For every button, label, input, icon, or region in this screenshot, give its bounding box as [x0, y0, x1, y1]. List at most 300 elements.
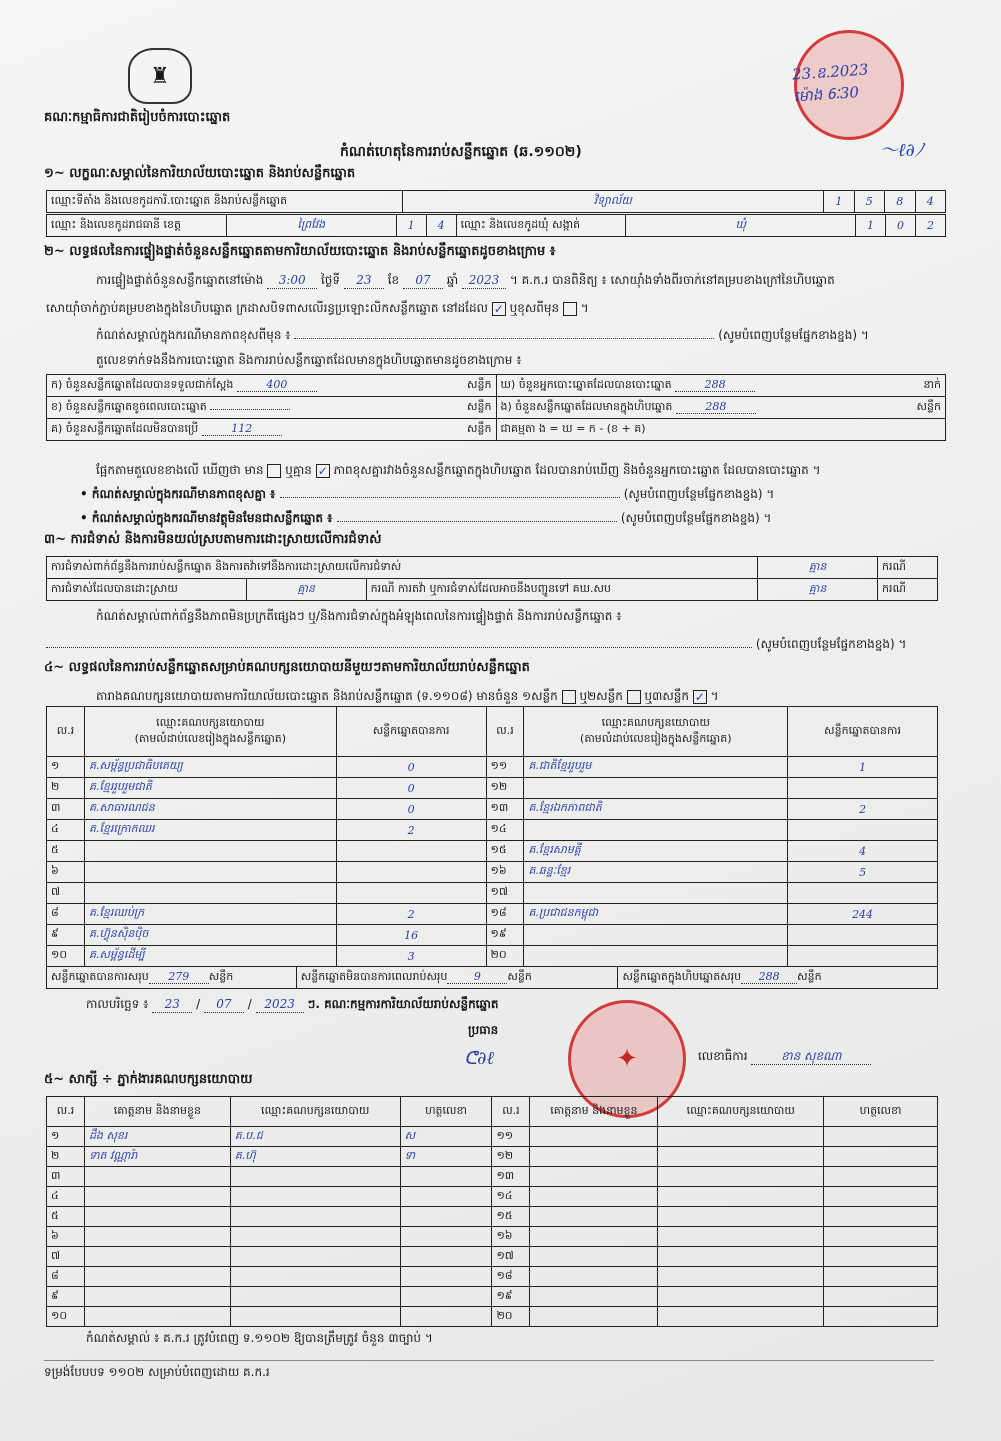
witness-name	[84, 1207, 230, 1227]
table-row	[47, 1267, 938, 1287]
row-no: ៤	[47, 820, 85, 841]
witness-signature: ស	[400, 1127, 492, 1147]
row-no: ១៤	[492, 1187, 530, 1207]
s2-b2-dotline[interactable]	[337, 521, 617, 522]
official-seal-icon: ✦	[568, 1000, 686, 1118]
table-row	[47, 841, 938, 862]
section5-title: ៥~ សាក្សី ÷ ភ្នាក់ងារគណបក្សនយោបាយ	[44, 1072, 253, 1087]
witness-party	[658, 1267, 824, 1287]
row-no: ៤	[47, 1187, 85, 1207]
s3-r2b-value: គ្មាន	[758, 579, 878, 601]
s4-secretary-label: លេខាធិការ	[698, 1049, 748, 1063]
row-no: ១៩	[492, 1287, 530, 1307]
row-no: ៦	[47, 862, 85, 883]
s2-para5	[96, 462, 821, 478]
witness-name	[84, 1227, 230, 1247]
date-stamp-icon	[791, 30, 904, 140]
s2-ka-label: ក) ចំនួនសន្លឹកឆ្នោតដែលបានទទួលជាក់ស្តែង	[51, 377, 234, 391]
witness-party: គ.ហ៊ុ	[230, 1147, 400, 1167]
witness-party	[230, 1267, 400, 1287]
witness-name	[530, 1287, 658, 1307]
table-row	[47, 757, 938, 778]
witness-party	[230, 1207, 400, 1227]
s4-secretary-name: ខាន សុខណា	[751, 1048, 871, 1065]
row-no: ៥	[47, 1207, 85, 1227]
s4-date-label: កាលបរិច្ឆេទ ៖	[86, 997, 149, 1011]
witness-party	[658, 1287, 824, 1307]
s3-note-dotline[interactable]	[46, 647, 752, 648]
section1-table	[46, 190, 946, 213]
valid-votes: 2	[788, 799, 938, 820]
witness-signature: ទា	[400, 1147, 492, 1167]
s2-p3-text: កំណត់សម្គាល់ក្នុងករណីមានភាពខុសពីមុន ៖	[96, 328, 291, 342]
party-name	[524, 820, 788, 841]
witness-name	[84, 1167, 230, 1187]
party-name	[524, 778, 788, 799]
s1-commune-code: 1	[856, 215, 886, 237]
s4-unit: សន្លឹក	[208, 969, 234, 983]
s1-province-code: 1	[396, 215, 426, 237]
party-name	[524, 925, 788, 946]
valid-votes: 5	[788, 862, 938, 883]
witness-signature	[824, 1267, 938, 1287]
s1-province-label: ឈ្មោះ និងលេខកូដរាជធានី ខេត្ត	[47, 215, 227, 237]
s5-h-name-right: គោត្តនាម និងនាមខ្លួន	[530, 1097, 658, 1127]
s4-results-table	[46, 706, 938, 967]
s5-h-no: ល.រ	[47, 1097, 85, 1127]
valid-votes	[336, 841, 486, 862]
s2-p5-rest: ភាពខុសគ្នារវាងចំនួនសន្លឹកឆ្នោតក្នុងហិបឆ្នោត ដែលបានរាប់ឃើញ និងចំនួនអ្នកបោះឆ្នោត ដែលបានបោះឆ្នោត ។	[333, 463, 821, 477]
row-no: ៨	[47, 1267, 85, 1287]
witness-name	[84, 1287, 230, 1307]
valid-votes: 0	[336, 778, 486, 799]
row-no: ៣	[47, 799, 85, 820]
party-name: គ.ខ្មែរឯកភាពជាតិ	[524, 799, 788, 820]
witness-party: គ.ប.ជ	[230, 1127, 400, 1147]
s4-total-invalid-value: 9	[447, 970, 507, 984]
table-row	[47, 820, 938, 841]
s4-h-party-right	[524, 707, 788, 757]
s2-ng-value: 288	[676, 400, 756, 414]
form-footer: ទម្រង់បែបបទ ១១០២ សម្រាប់បំពេញដោយ គ.ក.រ	[44, 1365, 270, 1379]
s1-code-digit: 4	[915, 191, 946, 213]
party-name: គ.ខ្មែររួបរួមជាតិ	[84, 778, 336, 799]
s4-h-votes-right: សន្លឹកឆ្នោតបានការ	[788, 707, 938, 757]
witness-party	[658, 1207, 824, 1227]
witness-name	[530, 1167, 658, 1187]
s3-note-text: កំណត់សម្គាល់ពាក់ព័ន្ធនឹងភាពមិនប្រក្រតីផ្សេងៗ ឬ/និងការជំទាស់ក្នុងអំឡុងពេលនៃការផ្ទៀងផ្ទាត់ និងការរាប់សន្លឹកឆ្នោត ៖	[96, 609, 622, 623]
section1-table-row2	[46, 214, 946, 237]
s5-witness-table	[46, 1096, 938, 1327]
row-no: ១២	[492, 1147, 530, 1167]
s1-code-digit: 8	[885, 191, 915, 213]
s4-h-party-line1: ឈ្មោះគណបក្សនយោបាយ	[156, 715, 265, 729]
s1-commune-value: ឃុំ	[626, 215, 856, 237]
table-row	[47, 1187, 938, 1207]
s2-day-label: ថ្ងៃទី	[321, 273, 341, 287]
s3-r2b-unit: ករណី	[878, 579, 938, 601]
valid-votes: 2	[336, 904, 486, 925]
s2-unit: សន្លឹក	[467, 377, 492, 391]
row-no: ១៧	[492, 1247, 530, 1267]
row-no: ២	[47, 778, 85, 799]
s2-b1-dotline[interactable]	[280, 497, 620, 498]
section3-title: ៣~ ការជំទាស់ និងការមិនយល់ស្របតាមការដោះស្រាយលើការជំទាស់	[44, 532, 382, 547]
party-name: គ.ឆន្ទៈខ្មែរ	[524, 862, 788, 883]
witness-name	[530, 1187, 658, 1207]
row-no: ១៦	[492, 1227, 530, 1247]
valid-votes	[788, 883, 938, 904]
valid-votes	[788, 778, 938, 799]
table-row	[47, 1147, 938, 1167]
s2-p3-end: (សូមបំពេញបន្ថែមផ្នែកខាងខ្នង) ។	[718, 328, 869, 342]
s2-ko-label: គ) ចំនួនសន្លឹកឆ្នោតដែលមិនបានប្រើ	[51, 421, 199, 435]
witness-signature	[824, 1247, 938, 1267]
party-name	[524, 883, 788, 904]
witness-party	[658, 1247, 824, 1267]
table-row	[47, 778, 938, 799]
row-no: ១៣	[486, 799, 524, 820]
row-no: ១៤	[486, 820, 524, 841]
valid-votes: 244	[788, 904, 938, 925]
table-row	[47, 1287, 938, 1307]
party-name: គ.ខ្មែរឈប់ក្រ	[84, 904, 336, 925]
s3-r1-label: ការជំទាស់ពាក់ព័ន្ធនឹងការរាប់សន្លឹកឆ្នោត និងការតវ៉ាទៅនឹងការដោះស្រាយលើការជំទាស់	[47, 557, 758, 579]
row-no: ១១	[486, 757, 524, 778]
s3-note	[96, 608, 622, 624]
s2-p3-dotline[interactable]	[294, 338, 714, 339]
section1-title: ១~ លក្ខណៈសម្គាល់នៃការិយាល័យបោះឆ្នោត និងរាប់សន្លឹកឆ្នោត	[44, 166, 356, 181]
s4-total-box-value: 288	[741, 970, 797, 984]
s2-figures-table	[46, 374, 946, 441]
s2-p2-or: ឬខុសពីមុន	[509, 301, 560, 315]
s4-total-valid-label: សន្លឹកឆ្នោតបានការសរុប	[51, 969, 149, 983]
s4-secretary	[698, 1048, 871, 1065]
row-no: ៩	[47, 1287, 85, 1307]
org-name: គណៈកម្មាធិការជាតិរៀបចំការបោះឆ្នោត	[44, 110, 231, 125]
s2-year-value: 2023	[462, 272, 506, 289]
witness-party	[230, 1167, 400, 1187]
valid-votes: 16	[336, 925, 486, 946]
s4-date-year: 2023	[256, 996, 304, 1013]
witness-signature	[824, 1127, 938, 1147]
s5-h-party: ឈ្មោះគណបក្សនយោបាយ	[230, 1097, 400, 1127]
s3-r2-unit: ករណី	[370, 581, 395, 595]
party-name: គ.សម្ព័ន្ធដើម្បី	[84, 946, 336, 967]
row-no: ១	[47, 757, 85, 778]
valid-votes: 1	[788, 757, 938, 778]
valid-votes: 2	[336, 820, 486, 841]
valid-votes	[788, 946, 938, 967]
s4-h-party-right-line1: ឈ្មោះគណបក្សនយោបាយ	[601, 715, 710, 729]
row-no: ១៣	[492, 1167, 530, 1187]
s3-note-end: (សូមបំពេញបន្ថែមផ្នែកខាងខ្នង) ។	[755, 637, 907, 651]
party-name: គ.ហ៊្វុនស៊ិនប៉ិច	[84, 925, 336, 946]
s4-date-month: 07	[204, 996, 244, 1013]
s1-commune-code: 2	[915, 215, 945, 237]
valid-votes	[336, 862, 486, 883]
two-sheet-checkbox[interactable]	[627, 690, 641, 704]
row-no: ៥	[47, 841, 85, 862]
witness-signature	[824, 1227, 938, 1247]
s2-para4: តួលេខទាក់ទងនឹងការបោះឆ្នោត និងការរាប់សន្លឹកឆ្នោតដែលមានក្នុងហិបឆ្នោតមានដូចខាងក្រោម ៖	[96, 353, 522, 367]
witness-signature	[400, 1267, 492, 1287]
s2-day-value: 23	[344, 272, 384, 289]
s3-r2-value: គ្មាន	[246, 579, 366, 601]
s2-bullet1	[80, 486, 774, 502]
party-name: គ.ជាតិខ្មែររួបរួម	[524, 757, 788, 778]
row-no: ៦	[47, 1227, 85, 1247]
row-no: ១៩	[486, 925, 524, 946]
s4-h-no: ល.រ	[47, 707, 85, 757]
table-row	[47, 904, 938, 925]
witness-signature	[400, 1247, 492, 1267]
s5-h-party-right: ឈ្មោះគណបក្សនយោបាយ	[658, 1097, 824, 1127]
row-no: ៣	[47, 1167, 85, 1187]
party-name: គ.ខ្មែរក្រោកឈរ	[84, 820, 336, 841]
valid-votes: 0	[336, 799, 486, 820]
has-difference-checkbox[interactable]	[267, 464, 281, 478]
party-name: គ.ប្រជាជនកម្ពុជា	[524, 904, 788, 925]
s2-month-value: 07	[403, 272, 443, 289]
s2-unit: សន្លឹក	[467, 421, 492, 435]
table-row	[47, 1207, 938, 1227]
s2-unit: សន្លឹក	[916, 399, 941, 413]
witness-party	[230, 1287, 400, 1307]
witness-name	[530, 1307, 658, 1327]
s1-commune-label: ឈ្មោះ និងលេខកូដឃុំ សង្កាត់	[456, 215, 626, 237]
s4-h-party-line2: (តាមលំដាប់លេខរៀងក្នុងសន្លឹកឆ្នោត)	[134, 731, 287, 745]
witness-signature	[400, 1167, 492, 1187]
witness-signature	[400, 1307, 492, 1327]
witness-signature	[824, 1167, 938, 1187]
row-no: ១៨	[492, 1267, 530, 1287]
party-name: គ.សាធារណជន	[84, 799, 336, 820]
s4-date-day: 23	[152, 996, 192, 1013]
row-no: ១១	[492, 1127, 530, 1147]
row-no: ២	[47, 1147, 85, 1167]
s5-h-name: គោត្តនាម និងនាមខ្លួន	[84, 1097, 230, 1127]
s2-p1-rest: ។ គ.ក.រ បានពិនិត្យ ៖ សោយ៉ាំងទាំងពីរចាក់នៅគម្របខាងក្រៅនៃហិបឆ្នោត	[509, 273, 835, 287]
party-name: គ.ខ្មែរសាមគ្គី	[524, 841, 788, 862]
s2-b1-text: • កំណត់សម្គាល់ក្នុងករណីមានភាពខុសគ្នា ៖	[80, 487, 276, 501]
row-no: ១០	[47, 1307, 85, 1327]
witness-signature	[400, 1227, 492, 1247]
row-no: ៧	[47, 883, 85, 904]
s1-code-digit: 5	[854, 191, 884, 213]
row-no: ៩	[47, 925, 85, 946]
party-name	[84, 883, 336, 904]
s2-kho-label: ឃ) ចំនួនអ្នកបោះឆ្នោតដែលបានបោះឆ្នោត	[500, 377, 672, 391]
stamp-signature-icon: 〜ℓ∂ﾉ	[880, 140, 924, 161]
witness-name: ដឹង សុខរ	[84, 1127, 230, 1147]
s4-or2: ឬ២សន្លឹក	[579, 689, 623, 703]
table-row	[47, 1307, 938, 1327]
footer-divider	[44, 1360, 934, 1361]
s1-code-digit: 1	[824, 191, 854, 213]
s2-ka-value: 400	[237, 378, 317, 392]
s4-h-votes: សន្លឹកឆ្នោតបានការ	[336, 707, 486, 757]
s4-total-box-label: សន្លឹកឆ្នោតក្នុងហិបឆ្នោតសរុប	[622, 969, 742, 983]
witness-name: ទាត វណ្ណារ៉ា	[84, 1147, 230, 1167]
three-sheet-checkbox[interactable]: ✓	[694, 689, 705, 704]
witness-name	[530, 1127, 658, 1147]
witness-name	[84, 1187, 230, 1207]
valid-votes: 3	[336, 946, 486, 967]
witness-name	[530, 1227, 658, 1247]
s3-r1-unit: ករណី	[878, 557, 938, 579]
s2-b2-end: (សូមបំពេញបន្ថែមផ្នែកខាងខ្នង) ។	[620, 511, 772, 525]
table-row	[47, 883, 938, 904]
s1-commune-code: 0	[886, 215, 916, 237]
s4-intro: តារាងគណបក្សនយោបាយតាមការិយាល័យបោះឆ្នោត និងរាប់សន្លឹកឆ្នោត (ទ.១១០៨) មានចំនួន ១សន្លឹក ឬ២សន្លឹក ឬ៣សន្លឹក ✓ ។	[96, 689, 719, 704]
witness-signature	[824, 1187, 938, 1207]
s2-para2: សោយ៉ាំចាក់ភ្ជាប់គម្របខាងក្នុងនៃហិបឆ្នោត ក្រដាសបិទពាសលើរន្ធប្រឡោះលិកសន្លឹកឆ្នោត នៅដដែល ✓ ឬខុសពីមុន ។	[46, 301, 589, 316]
s1-location-label: ឈ្មោះទីតាំង និងលេខកូដការិ.បោះឆ្នោត និងរាប់សន្លឹកឆ្នោត	[47, 191, 403, 213]
section2-title: ២~ លទ្ធផលនៃការផ្ទៀងផ្ទាត់ចំនួនសន្លឹកឆ្នោតតាមការិយាល័យបោះឆ្នោត និងរាប់សន្លឹកឆ្នោតដូចខាងក្រោម ៖	[44, 244, 556, 259]
table-row	[47, 925, 938, 946]
s2-b2-text: • កំណត់សម្គាល់ក្នុងករណីមានវត្ថុមិនមែនជាសន្លឹកឆ្នោត ៖	[80, 511, 333, 525]
witness-name	[84, 1267, 230, 1287]
party-name: គ.សម្ព័ន្ធប្រជាធិបតេយ្យ	[84, 757, 336, 778]
witness-party	[230, 1247, 400, 1267]
witness-party	[230, 1227, 400, 1247]
witness-signature	[824, 1147, 938, 1167]
s3-note-line	[46, 636, 906, 652]
s4-totals	[46, 966, 938, 989]
s3-table	[46, 556, 938, 601]
table-row	[47, 946, 938, 967]
stamp-date: 23.ឧ.2023	[791, 60, 869, 84]
s2-kha-value	[210, 409, 290, 410]
s2-p5-or: ឬគ្មាន	[285, 463, 312, 477]
s2-month-label: ខែ	[387, 273, 400, 287]
s2-b1-end: (សូមបំពេញបន្ថែមផ្នែកខាងខ្នង) ។	[623, 487, 775, 501]
s2-unit-person: នាក់	[923, 377, 941, 391]
s3-r1-value: គ្មាន	[758, 557, 878, 579]
witness-party	[658, 1187, 824, 1207]
valid-votes	[788, 820, 938, 841]
witness-party	[230, 1187, 400, 1207]
s2-p5-text: ផ្អែកតាមតួលេខខាងលើ ឃើញថា មាន	[96, 463, 264, 477]
table-row	[47, 799, 938, 820]
s2-time-value: 3:00	[267, 272, 317, 289]
witness-party	[658, 1127, 824, 1147]
s2-formula: ជាគម្មតា ង = ឃ = ក - (ខ + គ)	[496, 419, 946, 441]
s4-date: កាលបរិច្ឆេទ ៖ 23 / 07 / 2023 ៗ. គណៈកម្មការការិយាល័យរាប់សន្លឹកឆ្នោត	[86, 997, 499, 1011]
witness-party	[658, 1167, 824, 1187]
row-no: ២០	[492, 1307, 530, 1327]
national-emblem-icon: ♜	[128, 48, 192, 104]
witness-party	[658, 1227, 824, 1247]
s4-total-invalid-label: សន្លឹកឆ្នោតមិនបានការពេលរាប់សរុប	[300, 969, 448, 983]
s5-h-sign: ហត្ថលេខា	[400, 1097, 492, 1127]
s5-h-no-right: ល.រ	[492, 1097, 530, 1127]
form-title: កំណត់ហេតុនៃការរាប់សន្លឹកឆ្នោត (ឆ.១១០២)	[340, 144, 582, 160]
one-sheet-checkbox[interactable]	[562, 690, 576, 704]
witness-party	[658, 1147, 824, 1167]
row-no: ១៦	[486, 862, 524, 883]
s3-r2b-label: ការតវ៉ា ឬការជំទាស់ដែលអាចនឹងបញ្ជូនទៅ គឃ.សប	[398, 581, 611, 595]
table-row	[47, 1227, 938, 1247]
s1-location-value: វិទ្យាល័យ	[402, 191, 824, 213]
no-difference-checkbox[interactable]: ✓	[317, 463, 328, 478]
row-no: ១៨	[486, 904, 524, 925]
witness-signature	[824, 1287, 938, 1307]
row-no: ៧	[47, 1247, 85, 1267]
s5-note: កំណត់សម្គាល់ ៖ គ.ក.រ ត្រូវបំពេញ ទ.១១០២ ឱ្យបានត្រឹមត្រូវ ចំនួន ៣ច្បាប់ ។	[86, 1331, 433, 1345]
s4-h-no-right: ល.រ	[486, 707, 524, 757]
s4-unit: សន្លឹក	[507, 969, 532, 983]
witness-name	[84, 1247, 230, 1267]
witness-name	[530, 1247, 658, 1267]
table-row	[47, 1167, 938, 1187]
stamp-time: ម៉ោង 6ៈ30	[793, 83, 860, 106]
witness-signature	[400, 1207, 492, 1227]
row-no: ១៥	[492, 1207, 530, 1227]
same-checkbox[interactable]: ✓	[493, 301, 504, 316]
s5-h-sign-right: ហត្ថលេខា	[824, 1097, 938, 1127]
s4-intro-text: តារាងគណបក្សនយោបាយតាមការិយាល័យបោះឆ្នោត និងរាប់សន្លឹកឆ្នោត (ទ.១១០៨) មានចំនួន ១សន្លឹក	[96, 689, 558, 703]
row-no: ៨	[47, 904, 85, 925]
s4-h-party	[84, 707, 336, 757]
party-name	[84, 841, 336, 862]
s4-total-valid-value: 279	[149, 970, 209, 984]
valid-votes: 0	[336, 757, 486, 778]
s4-chair-label: ប្រធាន	[468, 1023, 499, 1037]
witness-signature	[824, 1207, 938, 1227]
witness-signature	[400, 1187, 492, 1207]
chair-signature-icon: ᕦ∂ℓ	[464, 1048, 494, 1069]
row-no: ២០	[486, 946, 524, 967]
table-row	[47, 1127, 938, 1147]
s2-p2-text: សោយ៉ាំចាក់ភ្ជាប់គម្របខាងក្នុងនៃហិបឆ្នោត ក្រដាសបិទពាសលើរន្ធប្រឡោះលិកសន្លឹកឆ្នោត នៅដដែល	[46, 301, 488, 315]
witness-party	[658, 1307, 824, 1327]
party-name	[84, 862, 336, 883]
s2-year-label: ឆ្នាំ	[446, 273, 459, 287]
s4-or3: ឬ៣សន្លឹក	[644, 689, 689, 703]
row-no: ១៥	[486, 841, 524, 862]
s1-province-value: ព្រៃវែង	[226, 215, 396, 237]
different-checkbox[interactable]	[563, 302, 577, 316]
s4-commission: ៗ. គណៈកម្មការការិយាល័យរាប់សន្លឹកឆ្នោត	[307, 997, 499, 1011]
valid-votes	[336, 883, 486, 904]
witness-name	[84, 1307, 230, 1327]
valid-votes: 4	[788, 841, 938, 862]
row-no: ១២	[486, 778, 524, 799]
witness-name	[530, 1267, 658, 1287]
valid-votes	[788, 925, 938, 946]
section4-title: ៤~ លទ្ធផលនៃការរាប់សន្លឹកឆ្នោតសម្រាប់គណបក្សនយោបាយនីមួយៗតាមការិយាល័យរាប់សន្លឹកឆ្នោត	[44, 660, 530, 675]
s3-r2-label: ការជំទាស់ដែលបានដោះស្រាយ	[47, 579, 247, 601]
s2-ng-label: ង) ចំនួនសន្លឹកឆ្នោតដែលមានក្នុងហិបឆ្នោត	[500, 399, 673, 413]
s2-bullet2	[80, 510, 771, 526]
table-row	[47, 862, 938, 883]
witness-party	[230, 1307, 400, 1327]
row-no: ១៧	[486, 883, 524, 904]
s2-para3	[96, 327, 869, 343]
s4-unit: សន្លឹក	[797, 969, 822, 983]
s2-kha-label: ខ) ចំនួនសន្លឹកឆ្នោតខូចពេលបោះឆ្នោត	[51, 399, 207, 413]
row-no: ១	[47, 1127, 85, 1147]
witness-name	[530, 1147, 658, 1167]
s2-unit: សន្លឹក	[467, 399, 492, 413]
table-row	[47, 1247, 938, 1267]
s2-ko-value: 112	[202, 422, 282, 436]
party-name	[524, 946, 788, 967]
witness-name	[530, 1207, 658, 1227]
witness-signature	[824, 1307, 938, 1327]
